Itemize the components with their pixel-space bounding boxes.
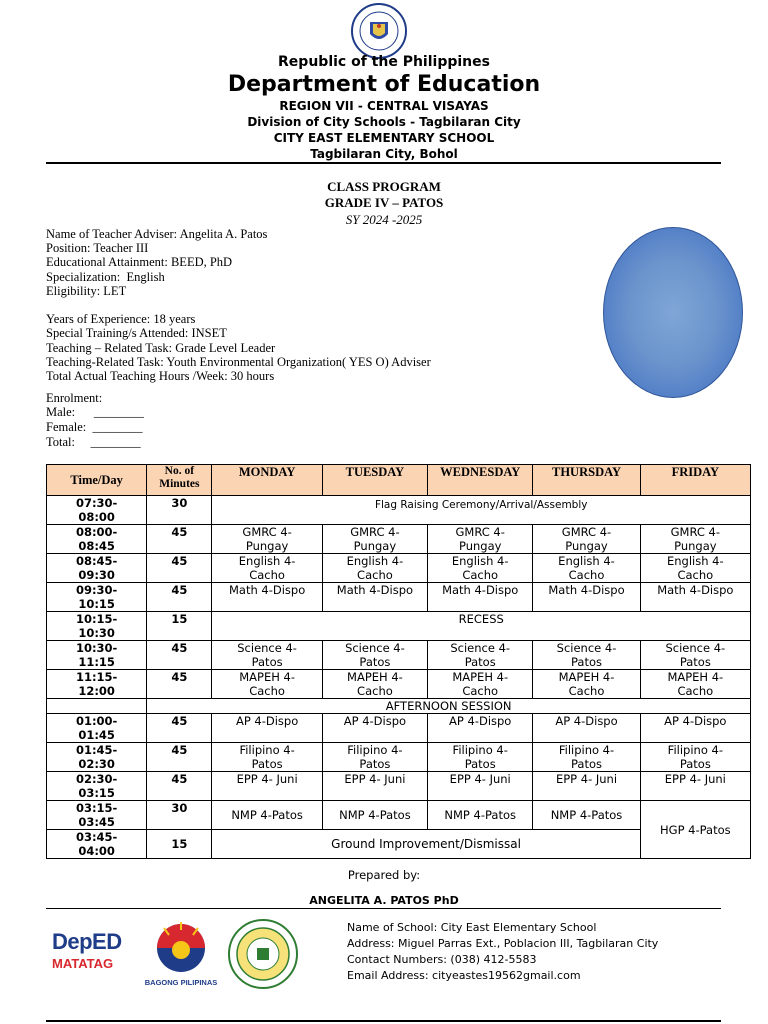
signature-divider <box>46 908 721 909</box>
table-header-row <box>47 465 751 496</box>
subject-cell: English 4- Cacho <box>533 554 640 583</box>
recess-cell: RECESS <box>212 612 751 641</box>
division-heading: Division of City Schools - Tagbilaran City <box>247 115 521 129</box>
subject-cell: Science 4- Patos <box>322 641 427 670</box>
grade-section-title: GRADE IV – PATOS <box>324 195 444 210</box>
time-cell: 10:15- 10:30 <box>47 612 147 641</box>
afternoon-session-row <box>47 699 751 714</box>
teacher-info-line: Specialization: English <box>46 269 165 284</box>
afternoon-session-label: AFTERNOON SESSION <box>147 699 751 714</box>
subject-cell: AP 4-Dispo <box>640 714 750 743</box>
minutes-cell: 15 <box>147 612 212 641</box>
subject-cell: MAPEH 4- Cacho <box>428 670 533 699</box>
subject-cell: GMRC 4- Pungay <box>640 525 750 554</box>
subject-cell: GMRC 4- Pungay <box>212 525 322 554</box>
teacher-info-line: Total Actual Teaching Hours /Week: 30 hours <box>46 368 275 383</box>
teacher-info-line: Name of Teacher Adviser: Angelita A. Patos <box>46 227 268 241</box>
school-name-line: Name of School: City East Elementary School <box>347 921 597 934</box>
col-header-monday: MONDAY <box>212 465 322 496</box>
subject-cell: AP 4-Dispo <box>322 714 427 743</box>
subject-cell: NMP 4-Patos <box>533 801 640 830</box>
subject-cell: NMP 4-Patos <box>212 801 322 830</box>
subject-cell: GMRC 4- Pungay <box>533 525 640 554</box>
teacher-info-line: Eligibility: LET <box>46 283 127 298</box>
enrolment-total: Total: ________ <box>46 435 141 450</box>
col-header-tuesday: TUESDAY <box>322 465 427 496</box>
enrolment-block <box>46 391 144 450</box>
minutes-cell: 45 <box>147 583 212 612</box>
minutes-cell: 45 <box>147 772 212 801</box>
col-header-minutes: No. of Minutes <box>147 465 212 496</box>
time-cell: 08:45- 09:30 <box>47 554 147 583</box>
subject-cell: GMRC 4- Pungay <box>428 525 533 554</box>
subject-cell: English 4- Cacho <box>322 554 427 583</box>
teacher-info <box>46 227 431 383</box>
subject-cell: MAPEH 4- Cacho <box>212 670 322 699</box>
subject-cell: EPP 4- Juni <box>533 772 640 801</box>
subject-cell: English 4- Cacho <box>640 554 750 583</box>
time-cell: 03:15- 03:45 <box>47 801 147 830</box>
subject-cell: NMP 4-Patos <box>428 801 533 830</box>
school-seal-icon <box>225 918 301 990</box>
time-cell: 11:15- 12:00 <box>47 670 147 699</box>
subject-cell: Filipino 4- Patos <box>533 743 640 772</box>
subject-cell: Science 4- Patos <box>640 641 750 670</box>
bagong-pilipinas-emblem-icon <box>144 920 218 974</box>
teacher-info-line: Special Training/s Attended: INSET <box>46 326 227 341</box>
minutes-cell: 15 <box>147 830 212 859</box>
time-cell: 07:30- 08:00 <box>47 496 147 525</box>
location-heading: Tagbilaran City, Bohol <box>310 147 458 161</box>
minutes-cell: 45 <box>147 554 212 583</box>
col-header-wednesday: WEDNESDAY <box>428 465 533 496</box>
teacher-info-line: Years of Experience: 18 years <box>46 312 196 327</box>
table-row <box>47 496 751 525</box>
activity-span-cell: Flag Raising Ceremony/Arrival/Assembly <box>212 496 751 525</box>
subject-cell: EPP 4- Juni <box>322 772 427 801</box>
table-row <box>47 772 751 801</box>
time-cell: 01:00- 01:45 <box>47 714 147 743</box>
subject-cell: MAPEH 4- Cacho <box>322 670 427 699</box>
col-header-friday: FRIDAY <box>640 465 750 496</box>
subject-cell: Science 4- Patos <box>212 641 322 670</box>
dismissal-span-cell: Ground Improvement/Dismissal <box>212 830 640 859</box>
enrolment-male: Male: ________ <box>46 405 144 420</box>
subject-cell: Science 4- Patos <box>428 641 533 670</box>
table-row <box>47 670 751 699</box>
signer-name: ANGELITA A. PATOS PhD <box>309 894 459 907</box>
republic-heading: Republic of the Philippines <box>278 54 490 70</box>
table-row <box>47 525 751 554</box>
subject-cell: Filipino 4- Patos <box>212 743 322 772</box>
subject-cell: AP 4-Dispo <box>428 714 533 743</box>
school-phone-line: Contact Numbers: (038) 412-5583 <box>347 953 537 966</box>
minutes-cell: 45 <box>147 714 212 743</box>
subject-cell: Filipino 4- Patos <box>640 743 750 772</box>
table-row <box>47 554 751 583</box>
subject-cell: EPP 4- Juni <box>640 772 750 801</box>
teacher-info-line: Teaching-Related Task: Youth Environmental Organization( YES O) Adviser <box>46 354 431 369</box>
subject-cell: AP 4-Dispo <box>212 714 322 743</box>
col-header-thursday: THURSDAY <box>533 465 640 496</box>
footer-divider <box>46 1020 721 1022</box>
time-cell: 02:30- 03:15 <box>47 772 147 801</box>
subject-cell: Math 4-Dispo <box>640 583 750 612</box>
deped-wordmark: DepED <box>52 929 122 954</box>
subject-cell: Math 4-Dispo <box>428 583 533 612</box>
table-row <box>47 641 751 670</box>
enrolment-female: Female: ________ <box>46 420 143 435</box>
school-contact-block <box>347 920 658 984</box>
time-cell: 03:45- 04:00 <box>47 830 147 859</box>
teacher-photo-placeholder <box>603 227 743 398</box>
header-divider <box>46 162 721 164</box>
school-heading: CITY EAST ELEMENTARY SCHOOL <box>273 131 495 145</box>
subject-cell: English 4- Cacho <box>212 554 322 583</box>
subject-cell: GMRC 4- Pungay <box>322 525 427 554</box>
time-cell: 08:00- 08:45 <box>47 525 147 554</box>
enrolment-heading: Enrolment: <box>46 391 103 405</box>
school-year: SY 2024 -2025 <box>345 212 423 227</box>
region-heading: REGION VII - CENTRAL VISAYAS <box>279 99 489 113</box>
subject-cell: EPP 4- Juni <box>428 772 533 801</box>
col-header-time: Time/Day <box>47 465 147 496</box>
department-heading: Department of Education <box>227 72 541 97</box>
deped-matatag-logo <box>52 930 132 986</box>
subject-cell: MAPEH 4- Cacho <box>533 670 640 699</box>
teacher-info-line: Position: Teacher III <box>46 241 149 256</box>
minutes-cell: 30 <box>147 801 212 830</box>
teacher-info-line <box>46 298 431 312</box>
hgp-cell: HGP 4-Patos <box>640 801 750 859</box>
time-cell: 01:45- 02:30 <box>47 743 147 772</box>
school-email-line: Email Address: cityeastes19562gmail.com <box>347 969 581 982</box>
table-row <box>47 612 751 641</box>
time-cell: 10:30- 11:15 <box>47 641 147 670</box>
table-row <box>47 743 751 772</box>
subject-cell: NMP 4-Patos <box>322 801 427 830</box>
subject-cell: Filipino 4- Patos <box>428 743 533 772</box>
bagong-pilipinas-wordmark: BAGONG PILIPINAS <box>144 978 218 987</box>
matatag-wordmark: MATATAG <box>52 956 114 971</box>
teacher-info-line: Educational Attainment: BEED, PhD <box>46 255 233 270</box>
prepared-by-label: Prepared by: <box>347 868 421 882</box>
class-schedule-table <box>46 464 751 859</box>
subject-cell: English 4- Cacho <box>428 554 533 583</box>
subject-cell: Science 4- Patos <box>533 641 640 670</box>
school-address-line: Address: Miguel Parras Ext., Poblacion III, Tagbilaran City <box>347 937 659 950</box>
minutes-cell: 30 <box>147 496 212 525</box>
subject-cell: Math 4-Dispo <box>212 583 322 612</box>
subject-cell: Filipino 4- Patos <box>322 743 427 772</box>
time-cell: 09:30- 10:15 <box>47 583 147 612</box>
subject-cell: Math 4-Dispo <box>533 583 640 612</box>
minutes-cell: 45 <box>147 743 212 772</box>
class-program-title: CLASS PROGRAM <box>327 179 441 194</box>
bagong-pilipinas-logo <box>144 920 218 986</box>
teacher-info-line: Teaching – Related Task: Grade Level Leader <box>46 340 276 355</box>
minutes-cell: 45 <box>147 670 212 699</box>
minutes-cell: 45 <box>147 641 212 670</box>
minutes-cell: 45 <box>147 525 212 554</box>
subject-cell: AP 4-Dispo <box>533 714 640 743</box>
subject-cell: MAPEH 4- Cacho <box>640 670 750 699</box>
subject-cell: EPP 4- Juni <box>212 772 322 801</box>
table-row <box>47 583 751 612</box>
subject-cell: Math 4-Dispo <box>322 583 427 612</box>
blank-cell <box>47 699 147 714</box>
table-row <box>47 714 751 743</box>
deped-seal-icon <box>344 2 414 60</box>
table-row <box>47 801 751 830</box>
